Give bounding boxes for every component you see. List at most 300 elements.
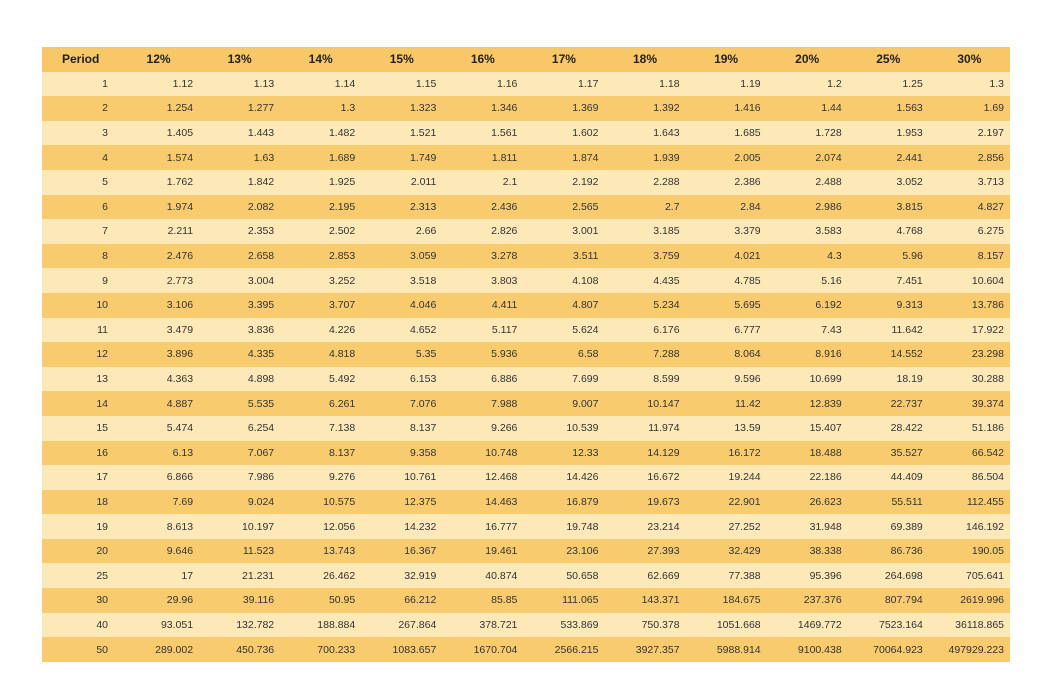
factor-cell: 3.252 (328, 274, 356, 287)
factor-cell: 1.685 (734, 127, 761, 140)
factor-cell: 13.786 (971, 299, 1004, 312)
factor-cell: 4.363 (166, 373, 194, 386)
factor-cell: 1.12 (172, 77, 194, 90)
factor-cell: 1.974 (166, 200, 194, 213)
table-row (42, 170, 1010, 195)
factor-cell: 3.185 (653, 225, 680, 238)
factor-cell: 9.313 (896, 299, 923, 312)
period-cell: 17 (96, 471, 108, 484)
factor-cell: 10.147 (647, 397, 680, 410)
factor-cell: 11.42 (735, 397, 761, 410)
factor-cell: 1.17 (578, 77, 599, 90)
factor-cell: 1.842 (247, 176, 275, 189)
factor-cell: 3.059 (410, 250, 437, 263)
table-row (42, 539, 1010, 564)
factor-cell: 2.488 (815, 176, 842, 189)
factor-cell: 3927.357 (635, 643, 680, 656)
factor-cell: 28.422 (890, 422, 923, 435)
factor-cell: 12.839 (809, 397, 842, 410)
factor-cell: 11.523 (242, 545, 275, 558)
factor-cell: 16.879 (566, 495, 599, 508)
table-row (42, 121, 1010, 146)
factor-cell: 700.233 (317, 643, 356, 656)
factor-cell: 8.137 (328, 446, 356, 459)
factor-cell: 1.3 (989, 77, 1004, 90)
factor-cell: 5.624 (572, 323, 599, 336)
factor-cell: 3.759 (653, 250, 680, 263)
factor-cell: 6.58 (578, 348, 599, 361)
factor-cell: 9.007 (572, 397, 599, 410)
factor-cell: 111.065 (562, 594, 599, 607)
factor-cell: 1.574 (166, 151, 194, 164)
factor-cell: 4.335 (247, 348, 275, 361)
factor-cell: 807.794 (884, 594, 923, 607)
factor-cell: 44.409 (890, 471, 923, 484)
factor-cell: 4.768 (896, 225, 923, 238)
factor-cell: 4.411 (491, 299, 518, 312)
factor-cell: 1.2 (827, 77, 842, 90)
factor-cell: 2.84 (740, 200, 761, 213)
factor-cell: 1.416 (734, 102, 761, 115)
factor-cell: 4.898 (247, 373, 275, 386)
factor-cell: 16.367 (404, 545, 437, 558)
table-row (42, 563, 1010, 588)
factor-cell: 13.59 (734, 422, 761, 435)
factor-cell: 9.276 (328, 471, 356, 484)
factor-cell: 8.064 (734, 348, 761, 361)
factor-cell: 2.441 (896, 151, 923, 164)
factor-cell: 3.896 (166, 348, 194, 361)
factor-cell: 30.288 (971, 373, 1004, 386)
column-header-rate: 16% (470, 52, 495, 67)
table-row (42, 244, 1010, 269)
factor-cell: 5.117 (491, 323, 518, 336)
factor-cell: 14.463 (485, 495, 518, 508)
factor-cell: 14.552 (890, 348, 923, 361)
factor-cell: 5.492 (328, 373, 356, 386)
factor-cell: 27.393 (647, 545, 680, 558)
table-row (42, 145, 1010, 170)
factor-cell: 2.436 (491, 200, 518, 213)
factor-cell: 7.986 (247, 471, 275, 484)
factor-cell: 2.011 (410, 176, 437, 189)
factor-cell: 4.652 (410, 323, 437, 336)
column-header-rate: 20% (795, 52, 820, 67)
factor-cell: 14.232 (404, 520, 437, 533)
table-row (42, 441, 1010, 466)
factor-cell: 10.761 (404, 471, 437, 484)
factor-cell: 3.001 (572, 225, 599, 238)
factor-cell: 3.518 (410, 274, 437, 287)
table-row (42, 514, 1010, 539)
factor-cell: 146.192 (966, 520, 1004, 533)
factor-cell: 66.212 (404, 594, 437, 607)
factor-cell: 36118.865 (955, 618, 1004, 631)
factor-cell: 51.186 (971, 422, 1004, 435)
factor-cell: 1.811 (491, 151, 518, 164)
factor-cell: 2.986 (815, 200, 842, 213)
factor-cell: 1469.772 (797, 618, 842, 631)
factor-cell: 12.468 (485, 471, 518, 484)
factor-cell: 2.211 (167, 225, 194, 238)
factor-cell: 5.695 (734, 299, 761, 312)
factor-cell: 50.658 (566, 569, 599, 582)
factor-cell: 8.599 (653, 373, 680, 386)
factor-cell: 31.948 (809, 520, 842, 533)
factor-cell: 5988.914 (716, 643, 761, 656)
factor-cell: 6.192 (815, 299, 842, 312)
table-row (42, 367, 1010, 392)
factor-cell: 6.275 (977, 225, 1004, 238)
period-cell: 2 (102, 102, 108, 115)
factor-cell: 2.826 (491, 225, 518, 238)
factor-cell: 29.96 (166, 594, 194, 607)
factor-cell: 10.604 (971, 274, 1004, 287)
factor-cell: 19.244 (728, 471, 761, 484)
factor-cell: 4.435 (653, 274, 680, 287)
factor-cell: 6.13 (172, 446, 194, 459)
factor-cell: 3.803 (491, 274, 518, 287)
column-header-rate: 25% (876, 52, 901, 67)
factor-cell: 1.346 (491, 102, 518, 115)
factor-cell: 1.323 (410, 102, 437, 115)
factor-cell: 705.641 (966, 569, 1004, 582)
factor-cell: 1.749 (410, 151, 437, 164)
factor-cell: 143.371 (641, 594, 680, 607)
factor-cell: 6.777 (734, 323, 761, 336)
factor-cell: 188.884 (317, 618, 356, 631)
column-header-rate: 17% (551, 52, 576, 67)
factor-cell: 17 (181, 569, 194, 582)
factor-cell: 8.613 (166, 520, 194, 533)
factor-cell: 1.19 (740, 77, 761, 90)
factor-cell: 15.407 (809, 422, 842, 435)
factor-cell: 22.737 (890, 397, 923, 410)
period-cell: 7 (102, 225, 108, 238)
period-cell: 30 (96, 594, 108, 607)
factor-cell: 1.14 (334, 77, 356, 90)
period-cell: 18 (96, 495, 108, 508)
factor-cell: 12.056 (323, 520, 356, 533)
table-row (42, 465, 1010, 490)
factor-cell: 19.461 (485, 545, 518, 558)
column-header-rate: 14% (308, 52, 333, 67)
period-cell: 15 (96, 422, 108, 435)
factor-cell: 13.743 (323, 545, 356, 558)
factor-cell: 9.646 (166, 545, 194, 558)
factor-cell: 6.261 (328, 397, 356, 410)
factor-cell: 1.44 (821, 102, 842, 115)
factor-cell: 3.511 (572, 250, 599, 263)
factor-cell: 40.874 (485, 569, 518, 582)
factor-cell: 23.106 (566, 545, 599, 558)
factor-cell: 450.736 (236, 643, 275, 656)
factor-cell: 1.69 (983, 102, 1004, 115)
factor-cell: 3.815 (896, 200, 923, 213)
factor-cell: 26.462 (323, 569, 356, 582)
factor-cell: 2.565 (572, 200, 599, 213)
factor-cell: 70064.923 (873, 643, 923, 656)
factor-cell: 184.675 (722, 594, 761, 607)
period-cell: 40 (96, 618, 108, 631)
factor-cell: 533.869 (560, 618, 599, 631)
factor-cell: 1.63 (253, 151, 275, 164)
table-row (42, 268, 1010, 293)
future-value-table-container (42, 47, 1010, 662)
factor-cell: 1.482 (328, 127, 356, 140)
factor-cell: 14.426 (566, 471, 599, 484)
factor-cell: 1.561 (491, 127, 518, 140)
factor-cell: 3.052 (896, 176, 923, 189)
factor-cell: 1.392 (653, 102, 680, 115)
factor-cell: 85.85 (491, 594, 518, 607)
factor-cell: 2.502 (328, 225, 356, 238)
period-cell: 12 (96, 348, 108, 361)
factor-cell: 1.3 (340, 102, 356, 115)
factor-cell: 22.901 (728, 495, 761, 508)
factor-cell: 4.021 (734, 250, 761, 263)
factor-cell: 22.186 (809, 471, 842, 484)
factor-cell: 16.672 (647, 471, 680, 484)
period-cell: 3 (102, 127, 108, 140)
factor-cell: 2.074 (815, 151, 842, 164)
factor-cell: 19.748 (566, 520, 599, 533)
factor-cell: 9.266 (491, 422, 518, 435)
factor-cell: 1.369 (572, 102, 599, 115)
factor-cell: 7523.164 (878, 618, 923, 631)
factor-cell: 1.602 (572, 127, 599, 140)
factor-cell: 2.197 (977, 127, 1004, 140)
factor-cell: 1.405 (166, 127, 194, 140)
factor-cell: 9.596 (734, 373, 761, 386)
factor-cell: 2.082 (247, 200, 275, 213)
factor-cell: 1051.668 (716, 618, 761, 631)
factor-cell: 69.389 (890, 520, 923, 533)
factor-cell: 11.642 (891, 323, 923, 336)
factor-cell: 5.234 (653, 299, 680, 312)
factor-cell: 4.785 (734, 274, 761, 287)
factor-cell: 18.488 (809, 446, 842, 459)
factor-cell: 18.19 (896, 373, 923, 386)
factor-cell: 14.129 (647, 446, 680, 459)
factor-cell: 2.853 (328, 250, 356, 263)
period-cell: 25 (96, 569, 108, 582)
factor-cell: 5.16 (821, 274, 842, 287)
factor-cell: 2.353 (247, 225, 275, 238)
factor-cell: 2.005 (734, 151, 761, 164)
period-cell: 13 (96, 373, 108, 386)
factor-cell: 11.974 (648, 422, 680, 435)
factor-cell: 2566.215 (554, 643, 599, 656)
factor-cell: 4.887 (166, 397, 194, 410)
factor-cell: 7.451 (896, 274, 923, 287)
factor-cell: 4.818 (328, 348, 356, 361)
factor-cell: 6.153 (410, 373, 437, 386)
factor-cell: 2.195 (328, 200, 356, 213)
factor-cell: 7.43 (821, 323, 842, 336)
factor-cell: 7.69 (172, 495, 194, 508)
table-row (42, 588, 1010, 613)
table-header-row (42, 47, 1010, 72)
factor-cell: 7.288 (653, 348, 680, 361)
table-row (42, 96, 1010, 121)
factor-cell: 23.214 (647, 520, 680, 533)
factor-cell: 5.96 (902, 250, 923, 263)
period-cell: 10 (96, 299, 108, 312)
factor-cell: 190.05 (971, 545, 1004, 558)
factor-cell: 2.313 (410, 200, 437, 213)
period-cell: 20 (96, 545, 108, 558)
factor-cell: 1.925 (328, 176, 356, 189)
factor-cell: 2.386 (734, 176, 761, 189)
factor-cell: 1.939 (653, 151, 680, 164)
factor-cell: 93.051 (160, 618, 194, 631)
table-row (42, 637, 1010, 662)
factor-cell: 1083.657 (392, 643, 437, 656)
factor-cell: 8.137 (410, 422, 437, 435)
factor-cell: 1.874 (572, 151, 599, 164)
factor-cell: 2.1 (502, 176, 518, 189)
column-header-period: Period (62, 52, 100, 67)
factor-cell: 39.374 (971, 397, 1004, 410)
table-row (42, 342, 1010, 367)
table-row (42, 490, 1010, 515)
factor-cell: 1.953 (896, 127, 923, 140)
factor-cell: 12.375 (404, 495, 437, 508)
factor-cell: 289.002 (155, 643, 194, 656)
factor-cell: 55.511 (891, 495, 923, 508)
factor-cell: 3.707 (328, 299, 356, 312)
factor-cell: 7.067 (247, 446, 275, 459)
factor-cell: 4.046 (410, 299, 437, 312)
factor-cell: 5.474 (166, 422, 194, 435)
factor-cell: 8.916 (815, 348, 842, 361)
period-cell: 19 (96, 520, 108, 533)
period-cell: 11 (97, 323, 108, 336)
table-row (42, 219, 1010, 244)
factor-cell: 7.138 (328, 422, 356, 435)
column-header-rate: 18% (632, 52, 658, 67)
factor-cell: 6.254 (247, 422, 275, 435)
factor-cell: 132.782 (236, 618, 275, 631)
factor-cell: 2.66 (415, 225, 437, 238)
period-cell: 9 (102, 274, 108, 287)
factor-cell: 38.338 (809, 545, 842, 558)
factor-cell: 3.583 (815, 225, 842, 238)
factor-cell: 750.378 (641, 618, 680, 631)
period-cell: 16 (96, 446, 108, 459)
factor-cell: 1.728 (815, 127, 842, 140)
factor-cell: 50.95 (328, 594, 356, 607)
factor-cell: 3.836 (247, 323, 275, 336)
factor-cell: 4.827 (977, 200, 1004, 213)
factor-cell: 378.721 (479, 618, 518, 631)
factor-cell: 5.35 (415, 348, 437, 361)
factor-cell: 2.476 (166, 250, 194, 263)
factor-cell: 497929.223 (948, 643, 1004, 656)
factor-cell: 66.542 (971, 446, 1004, 459)
factor-cell: 7.988 (491, 397, 518, 410)
factor-cell: 9.024 (247, 495, 275, 508)
factor-cell: 6.866 (166, 471, 194, 484)
factor-cell: 27.252 (728, 520, 761, 533)
factor-cell: 10.575 (323, 495, 356, 508)
table-row (42, 613, 1010, 638)
factor-cell: 2619.996 (960, 594, 1004, 607)
factor-cell: 2.192 (572, 176, 599, 189)
factor-cell: 7.699 (572, 373, 599, 386)
column-header-rate: 15% (389, 52, 414, 67)
factor-cell: 35.527 (890, 446, 923, 459)
factor-cell: 1.563 (896, 102, 923, 115)
factor-cell: 3.479 (166, 323, 194, 336)
factor-cell: 19.673 (647, 495, 680, 508)
factor-cell: 4.3 (827, 250, 842, 263)
factor-cell: 26.623 (809, 495, 842, 508)
period-cell: 5 (102, 176, 108, 189)
factor-cell: 6.886 (491, 373, 518, 386)
period-cell: 6 (102, 200, 108, 213)
factor-cell: 7.076 (410, 397, 437, 410)
factor-cell: 3.379 (734, 225, 761, 238)
factor-cell: 2.856 (977, 151, 1004, 164)
factor-cell: 4.807 (572, 299, 599, 312)
factor-cell: 4.108 (572, 274, 599, 287)
factor-cell: 32.429 (728, 545, 761, 558)
factor-cell: 77.388 (728, 569, 761, 582)
factor-cell: 2.773 (166, 274, 194, 287)
period-cell: 50 (96, 643, 108, 656)
factor-cell: 10.699 (809, 373, 842, 386)
column-header-rate: 30% (957, 52, 982, 67)
factor-cell: 12.33 (572, 446, 599, 459)
factor-cell: 39.116 (242, 594, 275, 607)
column-header-rate: 13% (227, 52, 252, 67)
factor-cell: 86.736 (890, 545, 923, 558)
table-row (42, 318, 1010, 343)
factor-cell: 32.919 (404, 569, 437, 582)
factor-cell: 95.396 (809, 569, 842, 582)
factor-cell: 3.713 (977, 176, 1004, 189)
factor-cell: 3.106 (166, 299, 194, 312)
table-row (42, 72, 1010, 97)
factor-cell: 9100.438 (797, 643, 842, 656)
factor-cell: 1.13 (253, 77, 275, 90)
factor-cell: 2.7 (664, 200, 680, 213)
factor-cell: 1.18 (659, 77, 680, 90)
factor-cell: 1.762 (166, 176, 194, 189)
factor-cell: 3.395 (247, 299, 275, 312)
factor-cell: 2.658 (247, 250, 275, 263)
factor-cell: 17.922 (971, 323, 1004, 336)
factor-cell: 2.288 (653, 176, 680, 189)
factor-cell: 16.172 (728, 446, 761, 459)
factor-cell: 9.358 (410, 446, 437, 459)
factor-cell: 21.231 (242, 569, 275, 582)
period-cell: 8 (102, 250, 108, 263)
period-cell: 1 (102, 77, 108, 90)
factor-cell: 10.748 (485, 446, 518, 459)
period-cell: 14 (96, 397, 108, 410)
factor-cell: 237.376 (803, 594, 842, 607)
factor-cell: 1.277 (247, 102, 275, 115)
factor-cell: 1.16 (496, 77, 518, 90)
factor-cell: 10.197 (242, 520, 275, 533)
table-row (42, 391, 1010, 416)
factor-cell: 3.004 (247, 274, 275, 287)
factor-cell: 1.443 (247, 127, 275, 140)
factor-cell: 1.689 (328, 151, 356, 164)
